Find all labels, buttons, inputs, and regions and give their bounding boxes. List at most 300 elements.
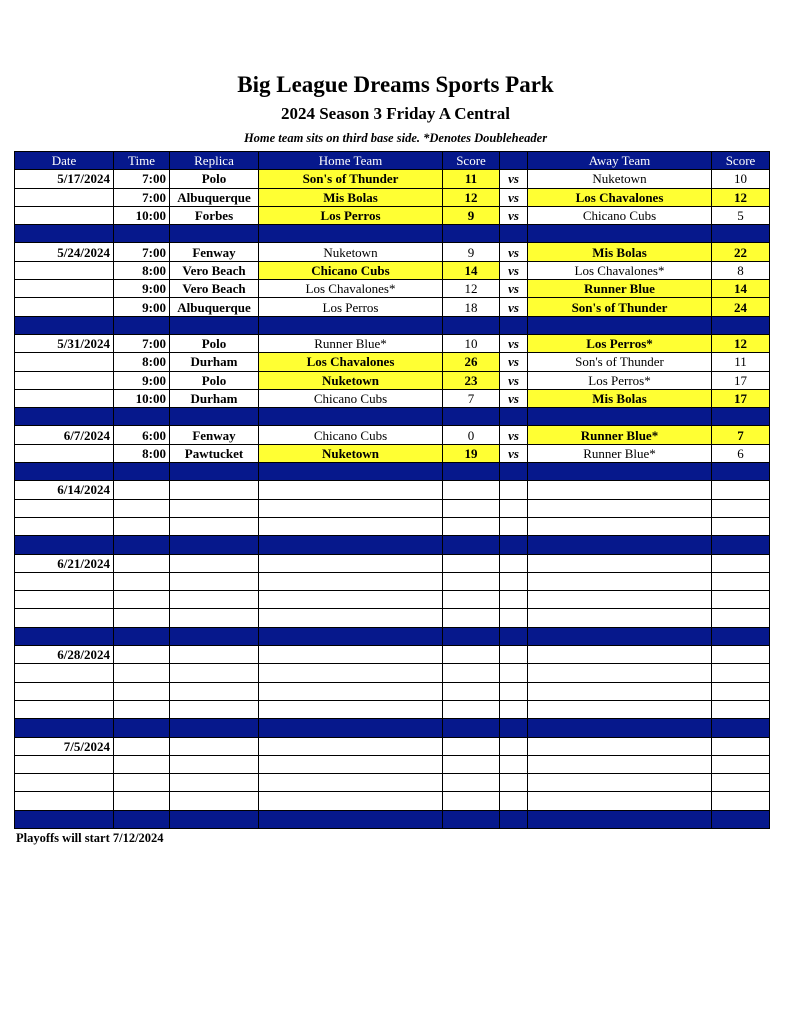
separator-cell xyxy=(114,463,170,481)
time-cell: 8:00 xyxy=(114,261,170,279)
separator-cell xyxy=(15,463,114,481)
home-score-cell xyxy=(443,700,500,718)
time-cell: 7:00 xyxy=(114,334,170,352)
replica-cell: Albuquerque xyxy=(170,188,259,206)
table-row xyxy=(15,371,770,389)
time-cell: 9:00 xyxy=(114,371,170,389)
separator-cell xyxy=(259,627,443,645)
home-team-cell xyxy=(259,682,443,700)
week-separator-row xyxy=(15,719,770,737)
schedule-body xyxy=(15,170,770,829)
away-team-cell xyxy=(528,609,712,627)
home-score-cell xyxy=(443,591,500,609)
time-cell xyxy=(114,609,170,627)
vs-cell xyxy=(500,554,528,572)
replica-cell: Polo xyxy=(170,170,259,188)
separator-cell xyxy=(15,719,114,737)
time-cell xyxy=(114,554,170,572)
separator-cell xyxy=(15,627,114,645)
away-team-cell: Los Chavalones* xyxy=(528,261,712,279)
away-team-cell xyxy=(528,792,712,810)
away-score-cell: 12 xyxy=(712,334,770,352)
separator-cell xyxy=(443,719,500,737)
table-row xyxy=(15,755,770,773)
vs-cell: vs xyxy=(500,444,528,462)
separator-cell xyxy=(500,225,528,243)
time-cell: 7:00 xyxy=(114,243,170,261)
page-title: Big League Dreams Sports Park xyxy=(237,72,554,97)
date-cell: 6/21/2024 xyxy=(15,554,114,572)
away-score-cell xyxy=(712,499,770,517)
table-row xyxy=(15,389,770,407)
separator-cell xyxy=(114,810,170,828)
away-score-cell xyxy=(712,517,770,535)
vs-cell: vs xyxy=(500,206,528,224)
table-row xyxy=(15,334,770,352)
date-cell xyxy=(15,261,114,279)
date-cell xyxy=(15,755,114,773)
time-cell xyxy=(114,646,170,664)
away-team-cell xyxy=(528,591,712,609)
replica-cell: Vero Beach xyxy=(170,261,259,279)
replica-cell: Polo xyxy=(170,334,259,352)
separator-cell xyxy=(259,810,443,828)
time-cell xyxy=(114,682,170,700)
date-cell xyxy=(15,499,114,517)
home-team-cell: Nuketown xyxy=(259,371,443,389)
away-team-cell xyxy=(528,682,712,700)
separator-cell xyxy=(170,627,259,645)
header-home-team: Home Team xyxy=(259,152,443,170)
separator-cell xyxy=(528,719,712,737)
replica-cell: Fenway xyxy=(170,426,259,444)
home-team-cell xyxy=(259,499,443,517)
home-team-cell xyxy=(259,609,443,627)
vs-cell xyxy=(500,646,528,664)
separator-cell xyxy=(500,408,528,426)
vs-cell xyxy=(500,792,528,810)
date-cell xyxy=(15,774,114,792)
replica-cell xyxy=(170,664,259,682)
away-score-cell xyxy=(712,700,770,718)
separator-cell xyxy=(712,536,770,554)
home-team-cell xyxy=(259,517,443,535)
separator-cell xyxy=(259,225,443,243)
vs-cell: vs xyxy=(500,280,528,298)
separator-cell xyxy=(500,810,528,828)
vs-cell xyxy=(500,664,528,682)
replica-cell xyxy=(170,481,259,499)
away-score-cell xyxy=(712,664,770,682)
replica-cell xyxy=(170,499,259,517)
table-row xyxy=(15,517,770,535)
table-row xyxy=(15,353,770,371)
away-team-cell: Los Perros* xyxy=(528,371,712,389)
separator-cell xyxy=(259,408,443,426)
separator-cell xyxy=(528,627,712,645)
home-team-cell xyxy=(259,481,443,499)
date-cell xyxy=(15,517,114,535)
separator-cell xyxy=(114,536,170,554)
time-cell: 8:00 xyxy=(114,353,170,371)
table-row xyxy=(15,280,770,298)
replica-cell: Polo xyxy=(170,371,259,389)
home-team-cell xyxy=(259,700,443,718)
home-team-cell: Los Perros xyxy=(259,206,443,224)
home-team-cell xyxy=(259,591,443,609)
separator-cell xyxy=(528,810,712,828)
date-cell xyxy=(15,572,114,590)
home-score-cell xyxy=(443,499,500,517)
home-score-cell: 9 xyxy=(443,243,500,261)
separator-cell xyxy=(443,225,500,243)
replica-cell xyxy=(170,700,259,718)
away-team-cell xyxy=(528,774,712,792)
separator-cell xyxy=(170,225,259,243)
vs-cell: vs xyxy=(500,353,528,371)
vs-cell xyxy=(500,481,528,499)
away-team-cell xyxy=(528,499,712,517)
home-team-cell: Los Perros xyxy=(259,298,443,316)
time-cell: 8:00 xyxy=(114,444,170,462)
replica-cell xyxy=(170,517,259,535)
separator-cell xyxy=(712,316,770,334)
separator-cell xyxy=(114,316,170,334)
header-home-score: Score xyxy=(443,152,500,170)
time-cell xyxy=(114,499,170,517)
home-team-cell xyxy=(259,737,443,755)
vs-cell xyxy=(500,499,528,517)
home-score-cell: 7 xyxy=(443,389,500,407)
separator-cell xyxy=(528,536,712,554)
away-team-cell: Son's of Thunder xyxy=(528,298,712,316)
home-team-cell xyxy=(259,755,443,773)
away-team-cell xyxy=(528,517,712,535)
table-row xyxy=(15,426,770,444)
away-team-cell xyxy=(528,664,712,682)
table-row xyxy=(15,261,770,279)
separator-cell xyxy=(500,627,528,645)
home-score-cell: 10 xyxy=(443,334,500,352)
table-row xyxy=(15,243,770,261)
home-team-cell xyxy=(259,572,443,590)
separator-cell xyxy=(443,316,500,334)
replica-cell: Albuquerque xyxy=(170,298,259,316)
away-team-cell xyxy=(528,572,712,590)
time-cell: 9:00 xyxy=(114,280,170,298)
home-score-cell xyxy=(443,792,500,810)
time-cell xyxy=(114,481,170,499)
separator-cell xyxy=(170,463,259,481)
date-cell xyxy=(15,188,114,206)
replica-cell xyxy=(170,591,259,609)
time-cell: 10:00 xyxy=(114,206,170,224)
home-team-cell xyxy=(259,646,443,664)
separator-cell xyxy=(114,408,170,426)
week-separator-row xyxy=(15,316,770,334)
home-score-cell xyxy=(443,517,500,535)
date-cell xyxy=(15,371,114,389)
separator-cell xyxy=(443,810,500,828)
away-team-cell: Nuketown xyxy=(528,170,712,188)
header-replica: Replica xyxy=(170,152,259,170)
away-team-cell: Mis Bolas xyxy=(528,389,712,407)
date-cell: 6/14/2024 xyxy=(15,481,114,499)
home-team-cell xyxy=(259,664,443,682)
replica-cell xyxy=(170,609,259,627)
away-team-cell: Mis Bolas xyxy=(528,243,712,261)
separator-cell xyxy=(500,536,528,554)
home-score-cell xyxy=(443,774,500,792)
separator-cell xyxy=(500,316,528,334)
separator-cell xyxy=(114,627,170,645)
away-score-cell xyxy=(712,609,770,627)
replica-cell: Fenway xyxy=(170,243,259,261)
separator-cell xyxy=(259,719,443,737)
header-date: Date xyxy=(15,152,114,170)
away-score-cell: 14 xyxy=(712,280,770,298)
table-row xyxy=(15,737,770,755)
away-team-cell: Los Chavalones xyxy=(528,188,712,206)
vs-cell: vs xyxy=(500,371,528,389)
vs-cell: vs xyxy=(500,243,528,261)
table-row xyxy=(15,206,770,224)
separator-cell xyxy=(443,627,500,645)
date-cell xyxy=(15,280,114,298)
table-row xyxy=(15,609,770,627)
date-cell xyxy=(15,206,114,224)
separator-cell xyxy=(114,225,170,243)
home-team-cell xyxy=(259,792,443,810)
away-team-cell xyxy=(528,755,712,773)
separator-cell xyxy=(259,536,443,554)
away-team-cell: Los Perros* xyxy=(528,334,712,352)
separator-cell xyxy=(712,225,770,243)
separator-cell xyxy=(443,536,500,554)
table-row xyxy=(15,572,770,590)
replica-cell xyxy=(170,792,259,810)
separator-cell xyxy=(15,225,114,243)
table-row xyxy=(15,554,770,572)
away-score-cell: 11 xyxy=(712,353,770,371)
date-cell: 6/28/2024 xyxy=(15,646,114,664)
separator-cell xyxy=(15,316,114,334)
away-score-cell xyxy=(712,554,770,572)
replica-cell xyxy=(170,737,259,755)
replica-cell: Vero Beach xyxy=(170,280,259,298)
home-score-cell xyxy=(443,609,500,627)
home-score-cell xyxy=(443,646,500,664)
away-score-cell xyxy=(712,774,770,792)
home-score-cell xyxy=(443,481,500,499)
time-cell xyxy=(114,517,170,535)
time-cell: 6:00 xyxy=(114,426,170,444)
home-score-cell xyxy=(443,572,500,590)
separator-cell xyxy=(500,463,528,481)
away-team-cell xyxy=(528,700,712,718)
away-team-cell xyxy=(528,737,712,755)
separator-cell xyxy=(114,719,170,737)
separator-cell xyxy=(712,810,770,828)
vs-cell: vs xyxy=(500,334,528,352)
vs-cell xyxy=(500,572,528,590)
header-away-score: Score xyxy=(712,152,770,170)
home-team-cell: Chicano Cubs xyxy=(259,389,443,407)
time-cell xyxy=(114,737,170,755)
home-score-cell xyxy=(443,737,500,755)
away-team-cell: Runner Blue* xyxy=(528,426,712,444)
home-team-cell: Mis Bolas xyxy=(259,188,443,206)
time-cell xyxy=(114,572,170,590)
home-score-cell: 11 xyxy=(443,170,500,188)
home-score-cell: 14 xyxy=(443,261,500,279)
separator-cell xyxy=(528,225,712,243)
time-cell xyxy=(114,755,170,773)
date-cell: 5/24/2024 xyxy=(15,243,114,261)
vs-cell xyxy=(500,517,528,535)
table-header-row xyxy=(15,152,770,170)
replica-cell: Pawtucket xyxy=(170,444,259,462)
date-cell xyxy=(15,664,114,682)
time-cell: 7:00 xyxy=(114,170,170,188)
away-score-cell xyxy=(712,646,770,664)
separator-cell xyxy=(443,463,500,481)
replica-cell xyxy=(170,774,259,792)
away-team-cell: Runner Blue* xyxy=(528,444,712,462)
table-row xyxy=(15,646,770,664)
separator-cell xyxy=(500,719,528,737)
home-score-cell xyxy=(443,664,500,682)
replica-cell xyxy=(170,755,259,773)
separator-cell xyxy=(712,408,770,426)
date-cell xyxy=(15,444,114,462)
time-cell xyxy=(114,591,170,609)
vs-cell xyxy=(500,700,528,718)
table-row xyxy=(15,170,770,188)
date-cell xyxy=(15,298,114,316)
replica-cell xyxy=(170,682,259,700)
vs-cell xyxy=(500,682,528,700)
away-team-cell xyxy=(528,481,712,499)
time-cell: 10:00 xyxy=(114,389,170,407)
vs-cell: vs xyxy=(500,170,528,188)
date-cell: 7/5/2024 xyxy=(15,737,114,755)
home-team-cell xyxy=(259,774,443,792)
separator-cell xyxy=(528,316,712,334)
time-cell xyxy=(114,774,170,792)
week-separator-row xyxy=(15,408,770,426)
separator-cell xyxy=(170,810,259,828)
replica-cell xyxy=(170,554,259,572)
away-score-cell xyxy=(712,737,770,755)
table-row xyxy=(15,792,770,810)
away-score-cell: 22 xyxy=(712,243,770,261)
home-team-cell xyxy=(259,554,443,572)
date-cell xyxy=(15,682,114,700)
home-score-cell: 26 xyxy=(443,353,500,371)
home-team-cell: Nuketown xyxy=(259,243,443,261)
separator-cell xyxy=(712,719,770,737)
table-row xyxy=(15,481,770,499)
playoffs-note: Playoffs will start 7/12/2024 xyxy=(16,831,164,845)
separator-cell xyxy=(170,719,259,737)
vs-cell xyxy=(500,591,528,609)
table-row xyxy=(15,591,770,609)
vs-cell xyxy=(500,609,528,627)
time-cell: 9:00 xyxy=(114,298,170,316)
away-score-cell xyxy=(712,755,770,773)
away-score-cell: 6 xyxy=(712,444,770,462)
away-score-cell: 7 xyxy=(712,426,770,444)
week-separator-row xyxy=(15,225,770,243)
time-cell xyxy=(114,700,170,718)
separator-cell xyxy=(443,408,500,426)
time-cell xyxy=(114,792,170,810)
home-score-cell: 9 xyxy=(443,206,500,224)
date-cell: 5/17/2024 xyxy=(15,170,114,188)
away-score-cell: 10 xyxy=(712,170,770,188)
separator-cell xyxy=(15,810,114,828)
header-away-team: Away Team xyxy=(528,152,712,170)
home-team-cell: Los Chavalones* xyxy=(259,280,443,298)
date-cell xyxy=(15,353,114,371)
away-score-cell xyxy=(712,591,770,609)
table-row xyxy=(15,444,770,462)
away-score-cell: 8 xyxy=(712,261,770,279)
date-cell xyxy=(15,609,114,627)
home-score-cell: 19 xyxy=(443,444,500,462)
away-team-cell: Runner Blue xyxy=(528,280,712,298)
away-score-cell: 24 xyxy=(712,298,770,316)
replica-cell: Durham xyxy=(170,389,259,407)
separator-cell xyxy=(528,408,712,426)
vs-cell: vs xyxy=(500,261,528,279)
table-row xyxy=(15,298,770,316)
home-score-cell: 18 xyxy=(443,298,500,316)
vs-cell xyxy=(500,755,528,773)
home-team-cell: Chicano Cubs xyxy=(259,426,443,444)
home-score-cell xyxy=(443,682,500,700)
replica-cell: Durham xyxy=(170,353,259,371)
date-cell xyxy=(15,700,114,718)
replica-cell xyxy=(170,646,259,664)
header-vs xyxy=(500,152,528,170)
home-score-cell xyxy=(443,755,500,773)
home-team-cell: Runner Blue* xyxy=(259,334,443,352)
time-cell: 7:00 xyxy=(114,188,170,206)
vs-cell: vs xyxy=(500,298,528,316)
home-team-cell: Son's of Thunder xyxy=(259,170,443,188)
week-separator-row xyxy=(15,627,770,645)
away-score-cell xyxy=(712,572,770,590)
replica-cell xyxy=(170,572,259,590)
date-cell: 6/7/2024 xyxy=(15,426,114,444)
schedule-table xyxy=(14,151,770,829)
header-time: Time xyxy=(114,152,170,170)
away-score-cell: 5 xyxy=(712,206,770,224)
table-row xyxy=(15,664,770,682)
separator-cell xyxy=(712,627,770,645)
away-score-cell xyxy=(712,792,770,810)
time-cell xyxy=(114,664,170,682)
table-row xyxy=(15,774,770,792)
home-team-cell: Chicano Cubs xyxy=(259,261,443,279)
separator-cell xyxy=(712,463,770,481)
away-team-cell xyxy=(528,554,712,572)
away-team-cell: Chicano Cubs xyxy=(528,206,712,224)
vs-cell: vs xyxy=(500,389,528,407)
week-separator-row xyxy=(15,536,770,554)
